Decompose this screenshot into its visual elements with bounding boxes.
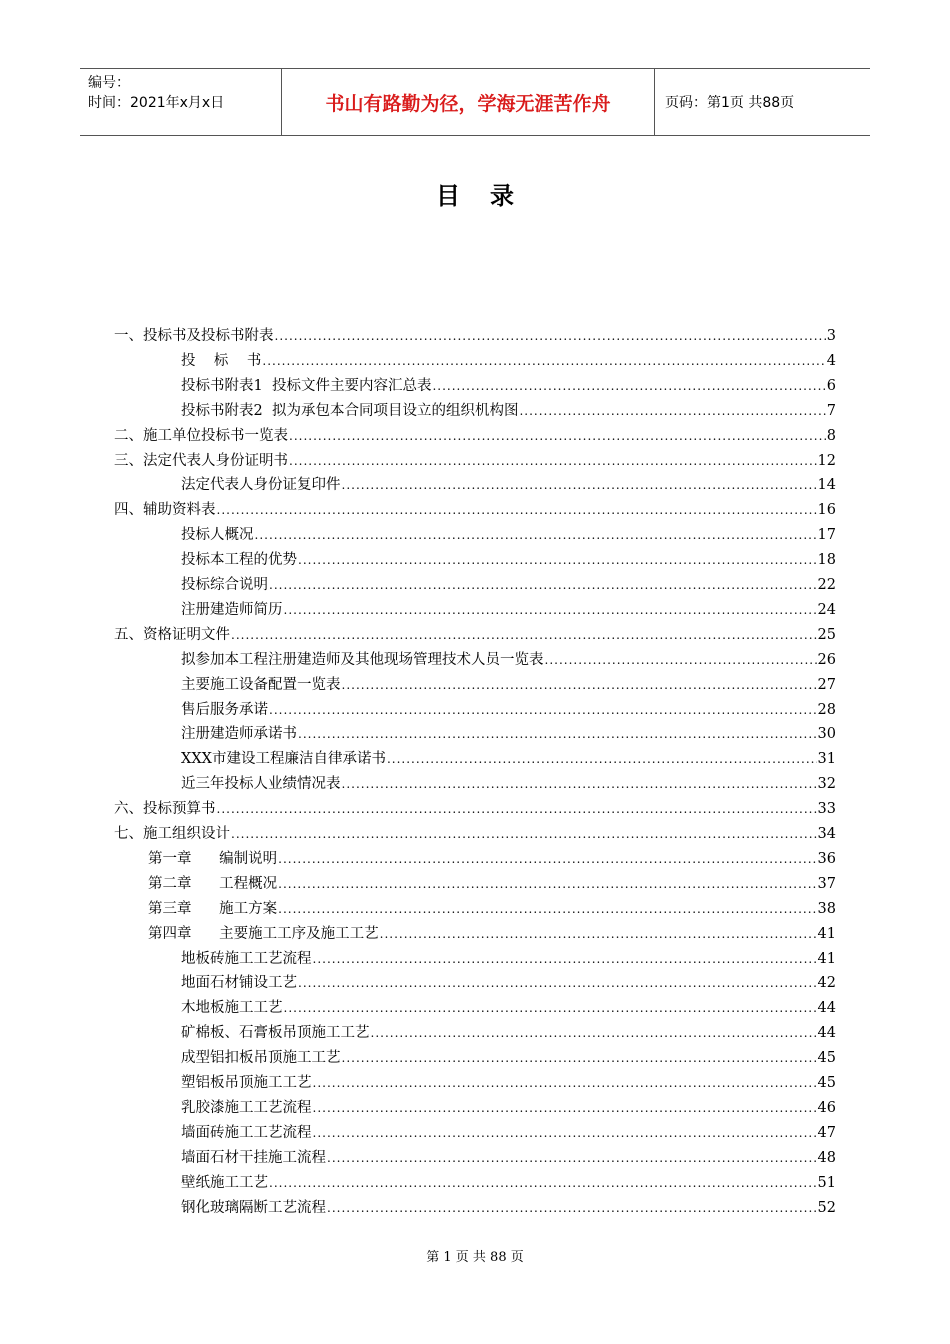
toc-leader-dots (342, 473, 817, 498)
toc-entry[interactable] (181, 722, 836, 747)
toc-entry-page: 42 (817, 975, 836, 992)
toc-leader-dots (284, 598, 817, 623)
toc-entry-page: 33 (817, 801, 836, 818)
toc-entry-page: 18 (817, 552, 836, 569)
toc-entry[interactable] (181, 1196, 836, 1221)
toc-entry-title: 三、法定代表人身份证明书 (114, 452, 288, 469)
toc-leader-dots (275, 324, 826, 349)
toc-entry-title: 墙面石材干挂施工流程 (181, 1149, 326, 1166)
toc-entry-page: 25 (817, 626, 836, 643)
toc-entry-page: 45 (817, 1050, 836, 1067)
toc-leader-dots (387, 747, 817, 772)
toc-entry[interactable] (114, 324, 836, 349)
toc-entry[interactable] (114, 797, 836, 822)
toc-leader-dots (262, 349, 825, 374)
toc-entry-title: 售后服务承诺 (181, 701, 268, 718)
toc-leader-dots (432, 374, 825, 399)
toc-leader-dots (327, 1196, 817, 1221)
toc-entry-page: 14 (817, 477, 836, 494)
toc-entry-page: 46 (817, 1099, 836, 1116)
toc-leader-dots (269, 573, 817, 598)
toc-entry[interactable] (148, 922, 836, 947)
toc-entry-page: 17 (817, 527, 836, 544)
page-header (80, 68, 870, 136)
toc-entry[interactable] (181, 996, 836, 1021)
toc-entry[interactable] (181, 1021, 836, 1046)
toc-entry-page: 24 (817, 601, 836, 618)
toc-entry[interactable] (114, 449, 836, 474)
toc-entry-page: 37 (817, 875, 836, 892)
toc-entry[interactable] (181, 698, 836, 723)
toc-entry[interactable] (181, 1071, 836, 1096)
toc-entry-page: 22 (817, 577, 836, 593)
toc-entry-page: 27 (817, 676, 836, 693)
toc-entry-title: 近三年投标人业绩情况表 (181, 776, 341, 793)
toc-leader-dots (371, 1021, 817, 1046)
toc-entry[interactable] (181, 947, 836, 972)
toc-entry-title: 木地板施工工艺 (181, 1000, 283, 1017)
toc-entry-page: 8 (826, 427, 836, 444)
toc-leader-dots (380, 922, 817, 947)
toc-leader-dots (231, 623, 817, 648)
toc-entry-title: 一、投标书及投标书附表 (114, 328, 274, 344)
toc-leader-dots (342, 772, 817, 797)
toc-leader-dots (313, 1096, 817, 1121)
toc-entry-page: 41 (817, 950, 836, 967)
header-motto: 书山有路勤为径，学海无涯苦作舟 (282, 69, 655, 135)
toc-leader-dots (217, 797, 817, 822)
toc-leader-dots (278, 897, 816, 922)
toc-entry-title: 第二章 工程概况 (148, 875, 278, 892)
document-number-label: 编号： (88, 75, 130, 91)
toc-leader-dots (284, 996, 817, 1021)
toc-entry[interactable] (181, 673, 836, 698)
toc-leader-dots (231, 822, 817, 847)
toc-entry-title: 投标书附表1 投标文件主要内容汇总表 (181, 377, 432, 394)
toc-entry-title: 投 标 书 (181, 352, 262, 369)
toc-entry-title: 五、资格证明文件 (114, 626, 230, 643)
toc-entry-page: 38 (817, 900, 836, 917)
toc-entry[interactable] (181, 1171, 836, 1196)
toc-leader-dots (342, 673, 817, 698)
toc-entry[interactable] (181, 573, 836, 598)
toc-entry-page: 44 (817, 1000, 836, 1017)
toc-entry-title: 四、辅助资料表 (114, 502, 216, 519)
toc-entry[interactable] (181, 349, 836, 374)
toc-entry-page: 31 (817, 751, 836, 768)
toc-leader-dots (298, 971, 817, 996)
toc-entry[interactable] (181, 473, 836, 498)
toc-leader-dots (289, 424, 826, 449)
toc-entry-title: 法定代表人身份证复印件 (181, 477, 341, 494)
toc-entry[interactable] (181, 598, 836, 623)
toc-entry-page: 6 (826, 377, 836, 394)
toc-entry[interactable] (181, 772, 836, 797)
toc-leader-dots (255, 523, 817, 548)
toc-entry-title: 注册建造师简历 (181, 601, 283, 618)
toc-leader-dots (313, 1121, 817, 1146)
toc-entry-title: 主要施工设备配置一览表 (181, 676, 341, 693)
toc-entry[interactable] (181, 1046, 836, 1071)
toc-leader-dots (298, 548, 817, 573)
toc-leader-dots (289, 449, 817, 474)
page-footer: 第 1 页 共 88 页 (426, 1250, 524, 1265)
toc-leader-dots (327, 1146, 817, 1171)
toc-entry-title: 六、投标预算书 (114, 801, 216, 818)
toc-entry[interactable] (181, 399, 836, 424)
header-meta (80, 69, 282, 135)
toc-entry-page: 7 (826, 402, 836, 419)
page-title: 目录 (436, 182, 544, 210)
toc-leader-dots (278, 847, 816, 872)
toc-entry-page: 32 (817, 776, 836, 793)
toc-entry[interactable] (181, 523, 836, 548)
toc-entry[interactable] (114, 623, 836, 648)
toc-entry-title: 乳胶漆施工工艺流程 (181, 1099, 312, 1116)
toc-leader-dots (313, 1071, 817, 1096)
toc-entry-page: 45 (817, 1075, 836, 1091)
toc-leader-dots (342, 1046, 817, 1071)
toc-entry[interactable] (148, 897, 836, 922)
toc-entry[interactable] (181, 648, 836, 673)
toc-entry-page: 34 (817, 826, 836, 842)
header-page-info: 页码：第1页 共88页 (665, 95, 795, 111)
toc-entry-page: 12 (817, 452, 836, 469)
toc-entry[interactable] (181, 1121, 836, 1146)
toc-entry[interactable] (181, 1146, 836, 1171)
toc-entry-page: 26 (817, 651, 836, 668)
toc-leader-dots (278, 872, 816, 897)
toc-entry[interactable] (114, 498, 836, 523)
toc-leader-dots (545, 648, 817, 673)
toc-entry-title: 投标综合说明 (181, 577, 268, 593)
toc-entry[interactable] (181, 747, 836, 772)
toc-leader-dots (269, 698, 817, 723)
toc-leader-dots (313, 947, 817, 972)
toc-entry-title: 塑铝板吊顶施工工艺 (181, 1075, 312, 1091)
toc-entry-title: 投标本工程的优势 (181, 552, 297, 569)
toc-entry-page: 28 (817, 701, 836, 718)
toc-leader-dots (519, 399, 825, 424)
toc-entry-page: 3 (826, 328, 836, 344)
toc-entry-title: 投标人概况 (181, 527, 254, 544)
toc-entry-title: 第一章 编制说明 (148, 850, 278, 867)
toc-entry[interactable] (148, 847, 836, 872)
document-date: 时间：2021年x月x日 (88, 95, 225, 111)
toc-entry[interactable] (181, 374, 836, 399)
toc-entry-title: 矿棉板、石膏板吊顶施工工艺 (181, 1025, 370, 1042)
toc-entry[interactable] (114, 822, 836, 847)
toc-entry-page: 16 (817, 502, 836, 519)
toc-entry-title: 墙面砖施工工艺流程 (181, 1124, 312, 1141)
toc-entry-title: 七、施工组织设计 (114, 826, 230, 842)
toc-entry-title: 第三章 施工方案 (148, 900, 278, 917)
toc-entry-page: 52 (817, 1199, 836, 1216)
toc-entry-page: 41 (817, 925, 836, 942)
toc-entry[interactable] (114, 424, 836, 449)
toc-entry-title: 投标书附表2 拟为承包本合同项目设立的组织机构图 (181, 402, 519, 419)
toc-entry-title: XXX市建设工程廉洁自律承诺书 (181, 751, 386, 768)
toc-entry-page: 30 (817, 726, 836, 743)
toc-leader-dots (217, 498, 817, 523)
toc-entry[interactable] (181, 1096, 836, 1121)
toc-leader-dots (269, 1171, 817, 1196)
toc-leader-dots (298, 722, 817, 747)
toc-entry-page: 47 (817, 1124, 836, 1141)
toc-entry-page: 4 (826, 352, 836, 369)
toc-entry-title: 第四章 主要施工工序及施工工艺 (148, 925, 379, 942)
toc-entry-title: 地面石材铺设工艺 (181, 975, 297, 992)
toc-entry-title: 拟参加本工程注册建造师及其他现场管理技术人员一览表 (181, 651, 544, 668)
toc-entry-page: 51 (817, 1174, 836, 1191)
toc-entry-title: 地板砖施工工艺流程 (181, 950, 312, 967)
toc-entry-page: 44 (817, 1025, 836, 1042)
toc-entry-title: 二、施工单位投标书一览表 (114, 427, 288, 444)
toc-entry[interactable] (148, 872, 836, 897)
toc-entry[interactable] (181, 971, 836, 996)
toc-entry-title: 成型铝扣板吊顶施工工艺 (181, 1050, 341, 1067)
toc-entry-page: 48 (817, 1149, 836, 1166)
toc-entry-title: 注册建造师承诺书 (181, 726, 297, 743)
toc-entry-title: 钢化玻璃隔断工艺流程 (181, 1199, 326, 1216)
toc-entry-page: 36 (817, 850, 836, 867)
toc-entry[interactable] (181, 548, 836, 573)
toc-entry-title: 壁纸施工工艺 (181, 1174, 268, 1191)
